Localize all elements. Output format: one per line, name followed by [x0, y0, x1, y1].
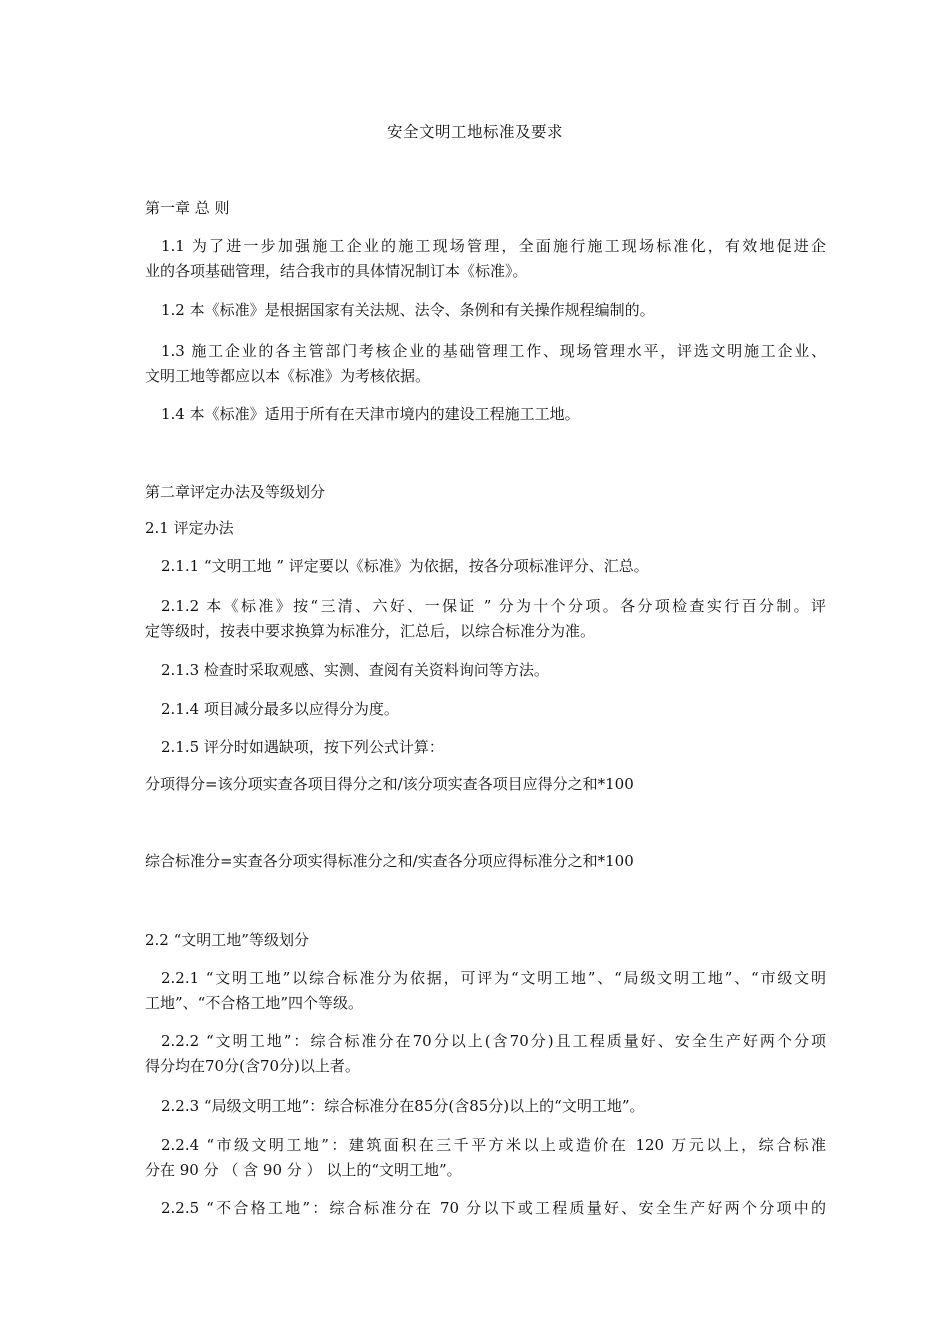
paragraph-2-1-2-line-1: 2.1.2 本《标准》按“三清、六好、一保证 ” 分为十个分项。各分项检查实行百分制。评 — [161, 597, 826, 615]
chapter-2-heading: 第二章评定办法及等级划分 — [145, 483, 326, 501]
paragraph-1-4: 1.4 本《标准》适用于所有在天津市境内的建设工程施工工地。 — [161, 405, 580, 423]
paragraph-2-1-3: 2.1.3 检查时采取观感、实测、查阅有关资料询问等方法。 — [161, 661, 549, 679]
section-2-1-heading: 2.1 评定办法 — [145, 519, 234, 537]
section-2-2-heading: 2.2 “文明工地”等级划分 — [145, 931, 309, 949]
paragraph-2-1-5: 2.1.5 评分时如遇缺项，按下列公式计算： — [161, 738, 444, 756]
paragraph-2-2-2-line-2: 得分均在70分(含70分)以上者。 — [145, 1057, 360, 1075]
paragraph-2-2-4-line-1: 2.2.4 “市级文明工地”：建筑面积在三千平方米以上或造价在 120 万元以上，综合标准 — [161, 1136, 826, 1154]
paragraph-1-2: 1.2 本《标准》是根据国家有关法规、法令、条例和有关操作规程编制的。 — [161, 301, 655, 319]
paragraph-2-2-3: 2.2.3 “局级文明工地”：综合标准分在85分(含85分)以上的“文明工地”。 — [161, 1097, 645, 1115]
document-title: 安全文明工地标准及要求 — [386, 123, 563, 141]
paragraph-2-2-2-line-1: 2.2.2 “文明工地”：综合标准分在70分以上(含70分)且工程质量好、安全生产好两个分项 — [161, 1032, 826, 1050]
paragraph-2-1-4: 2.1.4 项目减分最多以应得分为度。 — [161, 700, 399, 718]
paragraph-2-1-2-line-2: 定等级时，按表中要求换算为标准分，汇总后，以综合标准分为准。 — [145, 622, 596, 640]
paragraph-2-2-4-line-2: 分在 90 分 （ 含 90 分 ） 以上的“文明工地”。 — [145, 1161, 462, 1179]
formula-subitem-score: 分项得分=该分项实查各项目得分之和/该分项实查各项目应得分之和*100 — [145, 775, 634, 793]
paragraph-1-1-line-2: 业的各项基础管理，结合我市的具体情况制订本《标准》。 — [145, 262, 528, 280]
paragraph-2-2-5-line-1: 2.2.5 “不合格工地”：综合标准分在 70 分以下或工程质量好、安全生产好两个分项中的 — [161, 1199, 826, 1217]
formula-composite-score: 综合标准分=实查各分项实得标准分之和/实查各分项应得标准分之和*100 — [145, 852, 634, 870]
paragraph-1-1-line-1: 1.1 为了进一步加强施工企业的施工现场管理，全面施行施工现场标准化，有效地促进企 — [161, 237, 826, 255]
paragraph-2-1-1: 2.1.1 “文明工地 ” 评定要以《标准》为依据，按各分项标准评分、汇总。 — [161, 557, 649, 575]
paragraph-2-2-1-line-1: 2.2.1 “文明工地”以综合标准分为依据，可评为“文明工地”、“局级文明工地”、“市级文明 — [161, 969, 826, 987]
chapter-1-heading: 第一章 总 则 — [145, 199, 230, 217]
paragraph-1-3-line-2: 文明工地等都应以本《标准》为考核依据。 — [145, 367, 431, 385]
paragraph-2-2-1-line-2: 工地”、“不合格工地”四个等级。 — [145, 994, 364, 1012]
paragraph-1-3-line-1: 1.3 施工企业的各主管部门考核企业的基础管理工作、现场管理水平，评选文明施工企业、 — [161, 342, 826, 360]
